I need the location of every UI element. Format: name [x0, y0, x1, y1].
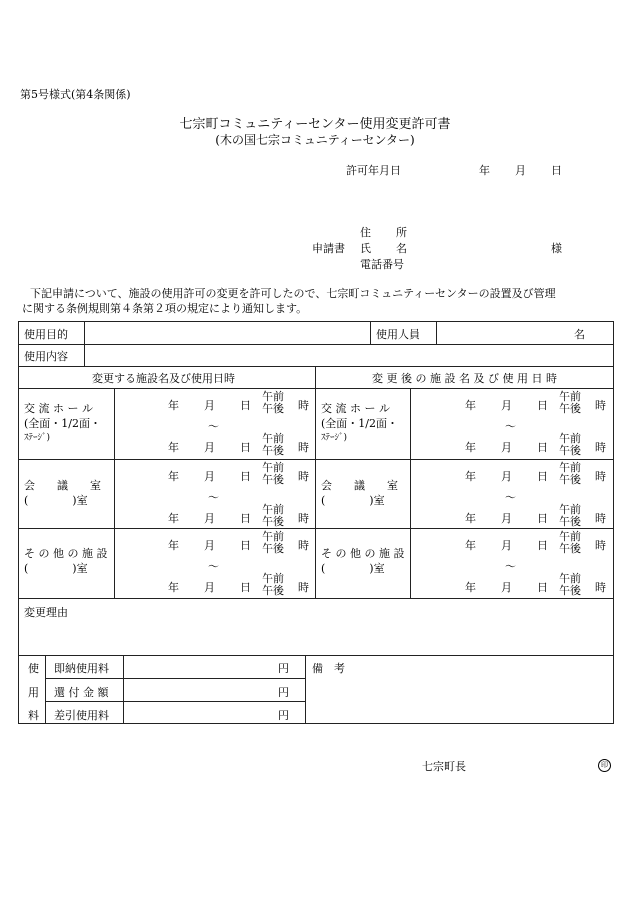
- name-label-2: 名: [396, 242, 407, 255]
- end-month: 月: [501, 581, 512, 594]
- end-hour: 時: [595, 512, 606, 525]
- start-am: 午前: [559, 390, 581, 403]
- mayor-label: 七宗町長: [422, 760, 466, 773]
- start-day: 日: [240, 399, 251, 412]
- range-tilde: 〜: [208, 491, 219, 504]
- start-day: 日: [537, 539, 548, 552]
- end-year: 年: [168, 441, 179, 454]
- start-day: 日: [240, 539, 251, 552]
- start-month: 月: [501, 470, 512, 483]
- end-month: 月: [204, 441, 215, 454]
- meeting-after: 会 議 室 ( )室: [321, 479, 398, 507]
- document-subtitle: (木の国七宗コミュニティーセンター): [215, 133, 415, 147]
- start-day: 日: [240, 470, 251, 483]
- document-title: 七宗町コミュニティーセンター使用変更許可書: [179, 117, 451, 132]
- end-hour: 時: [595, 441, 606, 454]
- start-am: 午前: [262, 390, 284, 403]
- end-pm: 午後: [559, 584, 581, 597]
- range-tilde: 〜: [208, 420, 219, 433]
- start-year: 年: [168, 470, 179, 483]
- reason-label: 変更理由: [24, 606, 68, 619]
- fee-refund-yen: 円: [278, 686, 289, 699]
- start-year: 年: [465, 539, 476, 552]
- start-pm: 午後: [262, 473, 284, 486]
- end-hour: 時: [298, 581, 309, 594]
- end-pm: 午後: [262, 515, 284, 528]
- hall-after: 交 流 ホ ー ル (全面・1/2面・ ｽﾃｰｼﾞ): [321, 402, 398, 443]
- applicant-label: 申請書: [312, 242, 345, 255]
- end-hour: 時: [298, 441, 309, 454]
- end-month: 月: [501, 512, 512, 525]
- start-am: 午前: [559, 530, 581, 543]
- other-before: そ の 他 の 施 設 ( )室: [24, 547, 108, 575]
- end-month: 月: [204, 581, 215, 594]
- start-pm: 午後: [262, 542, 284, 555]
- seal-mark: 印: [598, 759, 611, 772]
- end-year: 年: [465, 512, 476, 525]
- end-hour: 時: [298, 512, 309, 525]
- permit-month: 月: [515, 164, 526, 177]
- start-hour: 時: [595, 399, 606, 412]
- notice-line-1: 下記申請について、施設の使用許可の変更を許可したので、七宗町コミュニティーセンターの設置及び管理: [30, 287, 556, 300]
- after-header: 変 更 後 の 施 設 名 及 び 使 用 日 時: [372, 372, 557, 385]
- end-day: 日: [240, 441, 251, 454]
- address-label-2: 所: [396, 226, 407, 239]
- end-day: 日: [240, 512, 251, 525]
- end-am: 午前: [559, 503, 581, 516]
- range-tilde: 〜: [208, 560, 219, 573]
- range-tilde: 〜: [505, 560, 516, 573]
- permit-day: 日: [551, 164, 562, 177]
- fee-diff-label: 差引使用料: [54, 709, 109, 722]
- content-label: 使用内容: [24, 350, 68, 363]
- start-pm: 午後: [559, 473, 581, 486]
- address-label-1: 住: [360, 226, 371, 239]
- end-day: 日: [537, 512, 548, 525]
- fee-refund-label: 還 付 金 額: [54, 686, 109, 699]
- fee-side-label-2: 用: [28, 686, 39, 699]
- start-pm: 午後: [559, 542, 581, 555]
- start-hour: 時: [298, 470, 309, 483]
- end-pm: 午後: [262, 584, 284, 597]
- phone-label: 電話番号: [360, 258, 404, 271]
- permit-year: 年: [479, 164, 490, 177]
- fee-paid-yen: 円: [278, 662, 289, 675]
- end-month: 月: [204, 512, 215, 525]
- start-am: 午前: [559, 461, 581, 474]
- before-header: 変更する施設名及び使用日時: [92, 372, 235, 385]
- form-number: 第5号様式(第4条関係): [20, 88, 131, 101]
- end-year: 年: [168, 512, 179, 525]
- fee-diff-yen: 円: [278, 709, 289, 722]
- end-am: 午前: [559, 432, 581, 445]
- start-month: 月: [501, 539, 512, 552]
- end-year: 年: [465, 581, 476, 594]
- users-label: 使用人員: [376, 328, 420, 341]
- end-am: 午前: [262, 572, 284, 585]
- remarks-label: 備 考: [312, 662, 345, 675]
- start-hour: 時: [298, 539, 309, 552]
- start-month: 月: [204, 470, 215, 483]
- start-hour: 時: [298, 399, 309, 412]
- start-hour: 時: [595, 539, 606, 552]
- start-day: 日: [537, 470, 548, 483]
- end-year: 年: [168, 581, 179, 594]
- start-month: 月: [204, 399, 215, 412]
- start-month: 月: [204, 539, 215, 552]
- start-hour: 時: [595, 470, 606, 483]
- start-year: 年: [465, 399, 476, 412]
- end-day: 日: [240, 581, 251, 594]
- name-label-1: 氏: [360, 242, 371, 255]
- end-year: 年: [465, 441, 476, 454]
- purpose-label: 使用目的: [24, 328, 68, 341]
- fee-side-label-1: 使: [28, 662, 39, 675]
- persons-unit: 名: [574, 328, 585, 341]
- start-am: 午前: [262, 461, 284, 474]
- hall-before: 交 流 ホ ー ル (全面・1/2面・ ｽﾃｰｼﾞ): [24, 402, 101, 443]
- start-year: 年: [168, 399, 179, 412]
- end-pm: 午後: [559, 444, 581, 457]
- range-tilde: 〜: [505, 491, 516, 504]
- start-pm: 午後: [559, 402, 581, 415]
- other-after: そ の 他 の 施 設 ( )室: [321, 547, 405, 575]
- start-month: 月: [501, 399, 512, 412]
- fee-side-label-3: 料: [28, 709, 39, 722]
- end-am: 午前: [559, 572, 581, 585]
- end-day: 日: [537, 441, 548, 454]
- range-tilde: 〜: [505, 420, 516, 433]
- end-am: 午前: [262, 432, 284, 445]
- end-pm: 午後: [559, 515, 581, 528]
- start-day: 日: [537, 399, 548, 412]
- notice-line-2: に関する条例規則第４条第２項の規定により通知します。: [22, 302, 308, 315]
- fee-paid-label: 即納使用料: [54, 662, 109, 675]
- meeting-before: 会 議 室 ( )室: [24, 479, 101, 507]
- end-hour: 時: [595, 581, 606, 594]
- start-am: 午前: [262, 530, 284, 543]
- end-pm: 午後: [262, 444, 284, 457]
- end-month: 月: [501, 441, 512, 454]
- end-day: 日: [537, 581, 548, 594]
- start-year: 年: [168, 539, 179, 552]
- start-year: 年: [465, 470, 476, 483]
- start-pm: 午後: [262, 402, 284, 415]
- end-am: 午前: [262, 503, 284, 516]
- permit-date-label: 許可年月日: [346, 164, 401, 177]
- honorific: 様: [551, 242, 562, 255]
